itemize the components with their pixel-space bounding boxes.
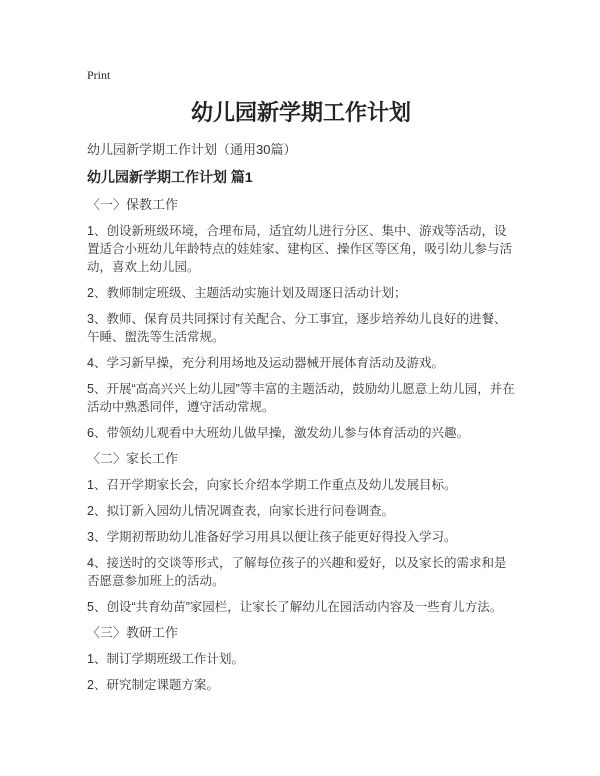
article-heading: 幼儿园新学期工作计划 篇1 [87, 169, 253, 185]
paragraph: 5、创设“共育幼苗”家园栏，让家长了解幼儿在园活动内容及一些育儿方法。 [87, 600, 503, 614]
print-link[interactable]: Print [87, 68, 111, 82]
paragraph: 1、召开学期家长会，向家长介绍本学期工作重点及幼儿发展目标。 [87, 478, 457, 492]
section-heading-teaching-research: 〈三〉教研工作 [87, 625, 179, 640]
paragraph: 6、带领幼儿观看中大班幼儿做早操，激发幼儿参与体育活动的兴趣。 [87, 426, 469, 440]
paragraph: 5、开展“高高兴兴上幼儿园”等丰富的主题活动，鼓励幼儿愿意上幼儿园，并在活动中熟悉同伴，遵守活动常规。 [87, 382, 515, 414]
paragraph: 3、教师、保育员共同探讨有关配合、分工事宜，逐步培养幼儿良好的进餐、午睡、盥洗等生活常规。 [87, 312, 507, 344]
section-heading-parent-work: 〈二〉家长工作 [87, 451, 179, 466]
document-title: 幼儿园新学期工作计划 [190, 100, 411, 125]
paragraph: 4、学习新早操，充分利用场地及运动器械开展体育活动及游戏。 [87, 356, 444, 370]
paragraph: 4、接送时的交谈等形式，了解每位孩子的兴趣和爱好，以及家长的需求和是否愿意参加班上的活动。 [87, 556, 507, 588]
document-subtitle: 幼儿园新学期工作计划（通用30篇） [87, 142, 297, 157]
paragraph: 2、教师制定班级、主题活动实施计划及周逐日活动计划； [87, 286, 407, 300]
paragraph: 2、研究制定课题方案。 [87, 678, 219, 692]
section-heading-care-education: 〈一〉保教工作 [87, 197, 179, 212]
paragraph: 1、创设新班级环境，合理布局，适宜幼儿进行分区、集中、游戏等活动，设置适合小班幼儿年龄特点的娃娃家、建构区、操作区等区角，吸引幼儿参与活动，喜欢上幼儿园。 [87, 224, 513, 274]
paragraph: 3、学期初帮助幼儿准备好学习用具以便让孩子能更好得投入学习。 [87, 530, 457, 544]
paragraph: 2、拟订新入园幼儿情况调查表，向家长进行问卷调查。 [87, 504, 394, 518]
paragraph: 1、制订学期班级工作计划。 [87, 652, 244, 666]
